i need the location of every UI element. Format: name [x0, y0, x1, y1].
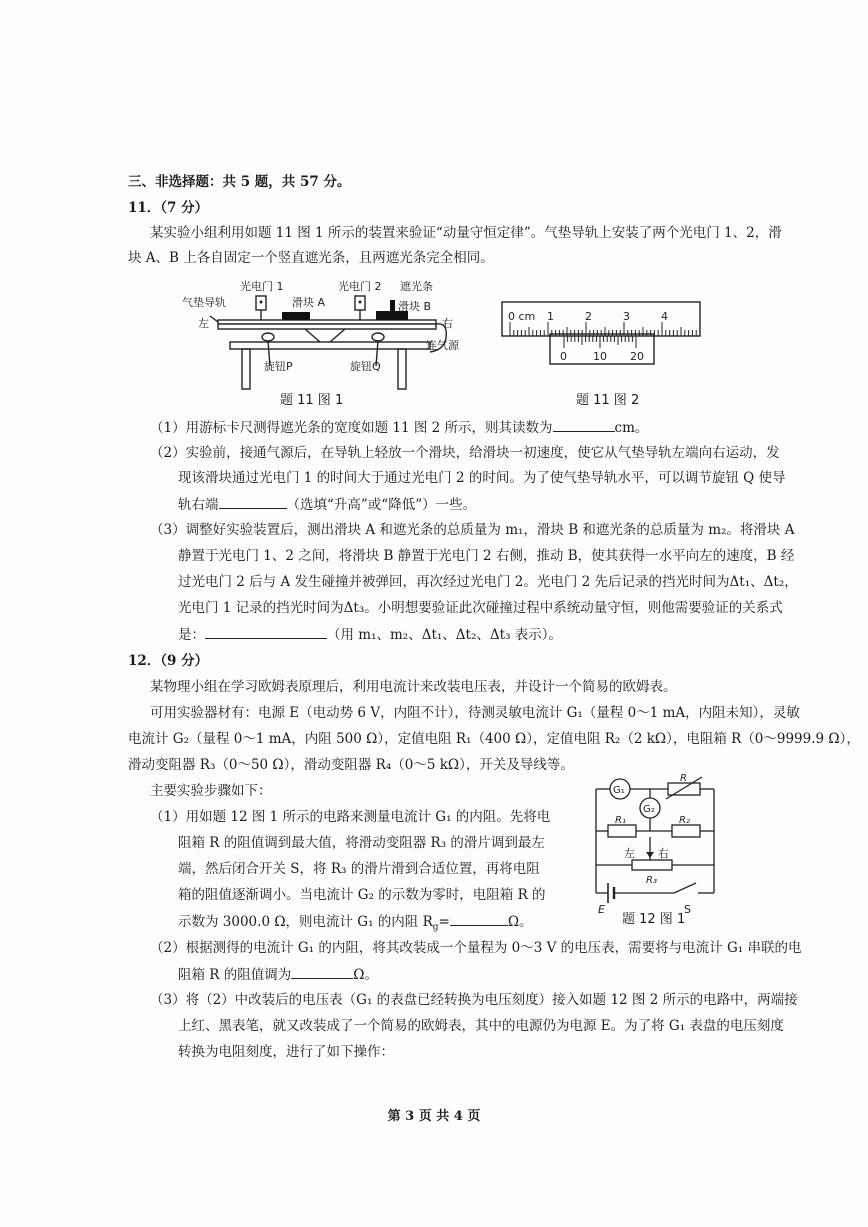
q12-step1-line2: 阻箱 R 的阻值调到最大值，将滑动变阻器 R₃ 的滑片调到最左: [178, 835, 545, 851]
figure-11-1-caption: 题 11 图 1: [280, 393, 344, 408]
slider-a-label: 滑块 A: [292, 296, 326, 309]
photogate2-label: 光电门 2: [338, 280, 382, 293]
figure-12-1-caption: 题 12 图 1: [622, 912, 686, 927]
photogate1-label: 光电门 1: [240, 280, 284, 293]
s-label: S: [684, 903, 691, 916]
q12-intro: 某物理小组在学习欧姆表原理后，利用电流计来改装电压表，并设计一个简易的欧姆表。: [150, 679, 677, 695]
q11-part3-line2: 静置于光电门 1、2 之间，将滑块 B 静置于光电门 2 右侧，推动 B，使其获得一水平向左的速度，B 经: [178, 548, 795, 564]
knob-q-label: 旋钮Q: [350, 360, 381, 373]
r1-label: R₁: [615, 815, 626, 826]
figure-11-2-vernier-caliper: [498, 300, 708, 370]
right-label: 右: [442, 317, 453, 330]
g2-label: G₂: [643, 804, 655, 815]
vernier-label-0: 0: [560, 350, 567, 363]
q12-step3-line3: 转换为电阻刻度，进行了如下操作：: [178, 1044, 394, 1060]
q11-number: 11．（7 分）: [128, 200, 209, 216]
q12-step1-line3: 端，然后闭合开关 S，将 R₃ 的滑片滑到合适位置，再将电阻: [178, 861, 540, 877]
q12-step3-line2: 上红、黑表笔，就又改装成了一个简易的欧姆表，其中的电源仍为电源 E。为了将 G₁ 表盘的电压刻度: [178, 1018, 784, 1034]
answer-blank-resistance[interactable]: [291, 964, 353, 979]
q11-part2-line2: 现该滑块通过光电门 1 的时间大于通过光电门 2 的时间。为了使气垫导轨水平，可以调节旋钮 Q 使导: [178, 470, 786, 486]
air-source-label: 连气源: [426, 339, 459, 352]
q11-intro-line2: 块 A、B 上各自固定一个竖直遮光条，且两遮光条完全相同。: [128, 250, 494, 266]
answer-blank-width[interactable]: [553, 417, 615, 432]
main-scale-label-4: 4: [661, 310, 668, 323]
q12-equipment-line2: 电流计 G₂（量程 0～1 mA，内阻 500 Ω），定值电阻 R₁（400 Ω），定值电阻 R₂（2 kΩ），电阻箱 R（0～9999.9 Ω），: [128, 731, 860, 747]
main-scale-label-2: 2: [585, 310, 592, 323]
vernier-label-10: 10: [593, 350, 607, 363]
answer-blank-relation[interactable]: [205, 624, 327, 639]
page-footer: 第 3 页 共 4 页: [387, 1109, 481, 1124]
main-scale-label-0: 0 cm: [508, 310, 536, 323]
q12-equipment-line1: 可用实验器材有：电源 E（电动势 6 V，内阻不计），待测灵敏电流计 G₁（量程 0～1 mA，内阻未知），灵敏: [150, 705, 800, 721]
q12-step2-line1: （2）根据测得的电流计 G₁ 的内阻，将其改装成一个量程为 0～3 V 的电压表，需要将与电流计 G₁ 串联的电: [150, 940, 802, 956]
q11-part3-line1: （3）调整好实验装置后，测出滑块 A 和遮光条的总质量为 m₁，滑块 B 和遮光条的总质量为 m₂。将滑块 A: [150, 522, 795, 538]
q12-number: 12．（9 分）: [128, 653, 209, 669]
q12-step1-line4: 箱的阻值逐渐调小。当电流计 G₂ 的示数为零时，电阻箱 R 的: [178, 887, 546, 903]
figure-11-2-caption: 题 11 图 2: [576, 393, 640, 408]
left-label: 左: [198, 317, 209, 330]
g1-label: G₁: [613, 785, 625, 796]
q11-intro-line1: 某实验小组利用如题 11 图 1 所示的装置来验证“动量守恒定律”。气垫导轨上安装了两个光电门 1、2，滑: [150, 225, 782, 241]
answer-blank-raise-lower[interactable]: [219, 494, 287, 509]
q12-step3-line1: （3）将（2）中改装后的电压表（G₁ 的表盘已经转换为电压刻度）接入如题 12 图 2 所示的电路中，两端接: [150, 992, 798, 1008]
q11-part2-line3: 轨右端 （选填“升高”或“降低”）一些。: [178, 494, 476, 515]
e-label: E: [598, 903, 605, 916]
q11-part1: （1）用游标卡尺测得遮光条的宽度如题 11 图 2 所示，则其读数为 cm。: [150, 417, 648, 438]
q11-part3-line4: 光电门 1 记录的挡光时间为Δt₃。小明想要验证此次碰撞过程中系统动量守恒，则他需要验证的关系式: [178, 600, 783, 616]
q12-equipment-line3: 滑动变阻器 R₃（0～50 Ω），滑动变阻器 R₄（0～5 kΩ），开关及导线等。: [128, 757, 574, 773]
answer-blank-rg[interactable]: [450, 911, 508, 926]
r2-label: R₂: [679, 815, 690, 826]
slider-b-label: 滑块 B: [398, 300, 432, 313]
q12-steps-title: 主要实验步骤如下：: [150, 783, 272, 799]
rheostat-left-label: 左: [624, 847, 635, 860]
figure-12-1-circuit: [588, 773, 728, 925]
q12-step2-line2: 阻箱 R 的阻值调为 Ω。: [178, 964, 378, 985]
shade-label: 遮光条: [400, 280, 433, 293]
q11-part3-line3: 过光电门 2 后与 A 发生碰撞并被弹回，再次经过光电门 2。光电门 2 先后记录的挡光时间为Δt₁、Δt₂，: [178, 574, 798, 590]
q11-part2-line1: （2）实验前，接通气源后，在导轨上轻放一个滑块，给滑块一初速度，使它从气垫导轨左端向右运动，发: [150, 445, 780, 461]
main-scale-label-3: 3: [623, 310, 630, 323]
section-header: 三、非选择题：共 5 题，共 57 分。: [128, 174, 351, 190]
r-label: R: [680, 773, 687, 784]
rail-label: 气垫导轨: [182, 296, 226, 309]
q11-part3-line5: 是： （用 m₁、m₂、Δt₁、Δt₂、Δt₃ 表示）。: [178, 624, 562, 645]
q12-step1-line1: （1）用如题 12 图 1 所示的电路来测量电流计 G₁ 的内阻。先将电: [150, 809, 551, 825]
main-scale-label-1: 1: [547, 310, 554, 323]
q12-step1-line5: 示数为 3000.0 Ω，则电流计 G₁ 的内阻 $R_g= \Omega$。: [178, 911, 533, 938]
rheostat-right-label: 右: [658, 847, 669, 860]
knob-p-label: 旋钮P: [264, 360, 293, 373]
vernier-label-20: 20: [630, 350, 644, 363]
r3-label: R₃: [646, 875, 657, 886]
